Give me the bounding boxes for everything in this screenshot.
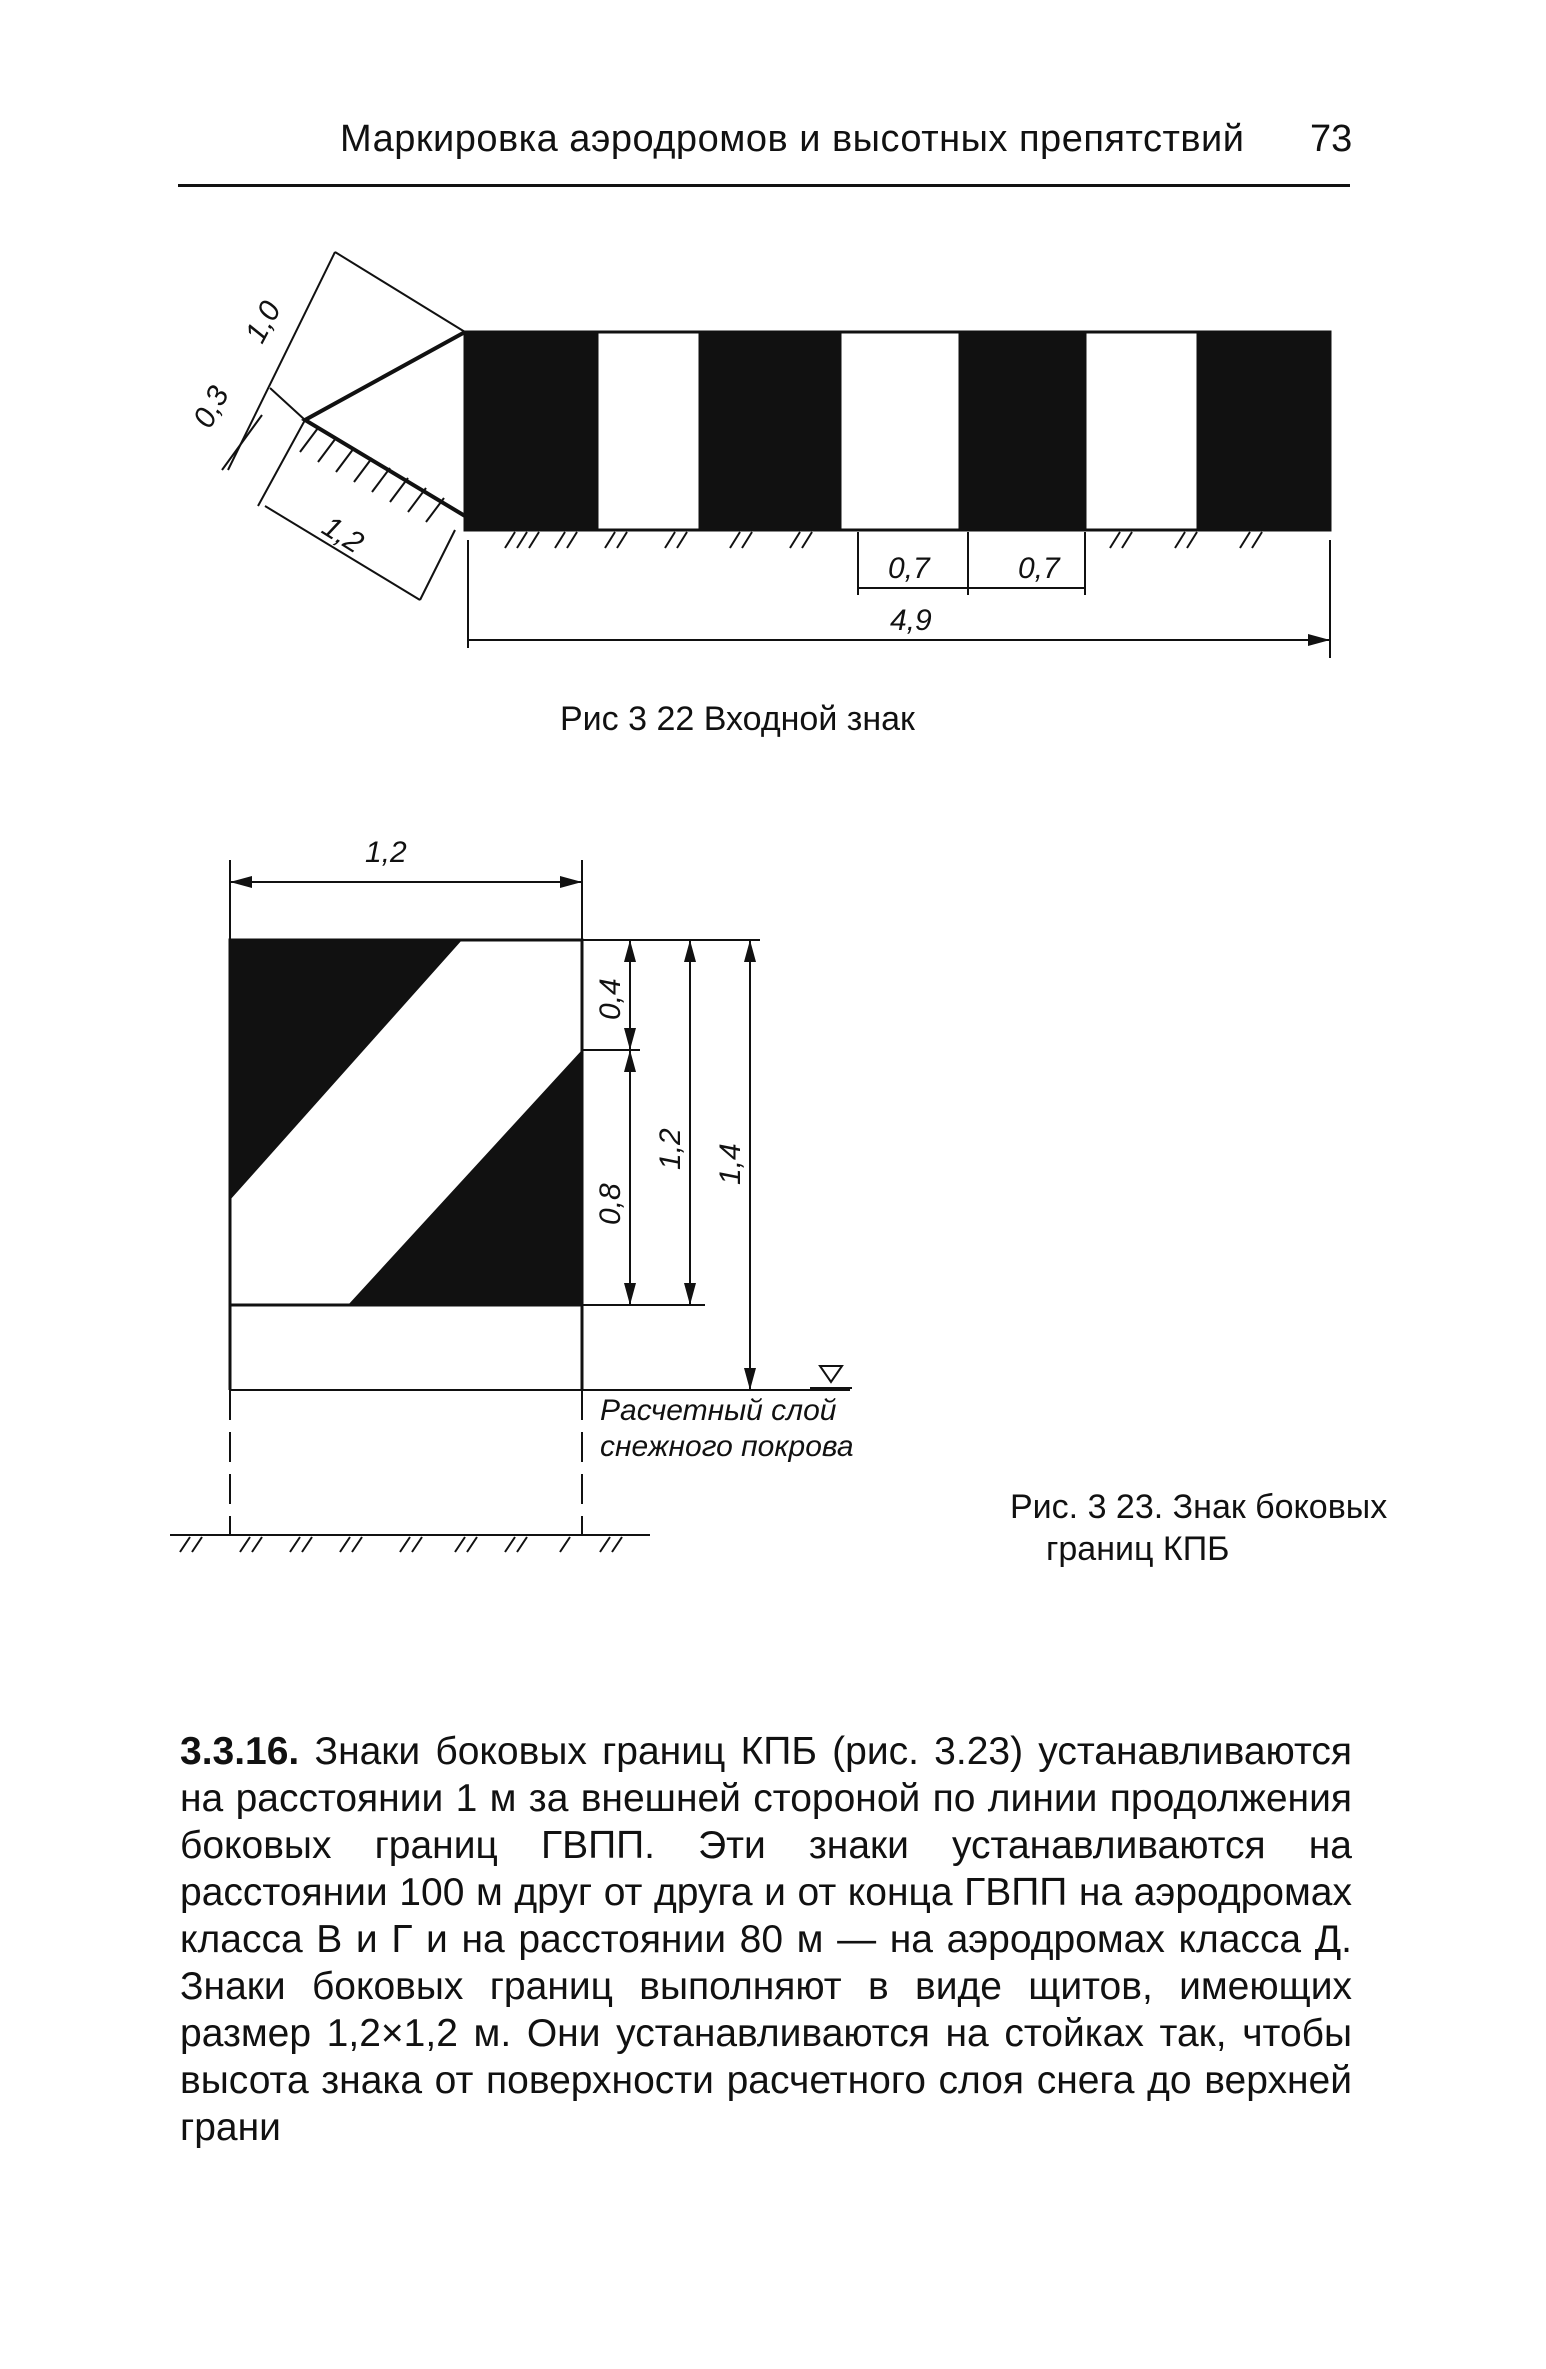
dim-label-1-2: 1,2	[316, 509, 370, 561]
snow-layer-note-line1: Расчетный слой	[600, 1394, 837, 1427]
figure-3-23-caption-line1: Рис. 3 23. Знак боковых	[1010, 1488, 1388, 1526]
ground-hatch	[505, 532, 1262, 548]
dim-label-1-0: 1,0	[239, 295, 288, 349]
figure-3-22-caption: Рис 3 22 Входной знак	[560, 700, 915, 738]
dim-label-0-4: 0,4	[594, 978, 627, 1020]
black-stripe	[960, 332, 1085, 530]
dim-label-4-9: 4,9	[890, 604, 932, 637]
extension-line	[335, 252, 465, 332]
black-stripe	[700, 332, 840, 530]
paragraph-number: 3.3.16.	[180, 1730, 300, 1773]
dim-label-0-8: 0,8	[594, 1183, 627, 1225]
paragraph-text: Знаки боковых границ КПБ (рис. 3.23) устанавливаются на расстоянии 1 м за внешней стороной по линии продолжения боковых границ ГВПП. Эти знаки устанавливаются на расстоянии 100 м друг от друга и от конца ГВПП на аэродромах класса В и Г и на расстоянии 80 м — на аэродромах класса Д. Знаки боковых границ выполняют в виде щитов, имеющих размер 1,2×1,2 м. Они устанавливаются на стойках так, чтобы высота знака от поверхности расчетного слоя снега до верхней грани	[180, 1730, 1352, 2149]
dim-label-1-2: 1,2	[654, 1128, 687, 1170]
dim-label-0-3: 0,3	[187, 380, 236, 434]
arrowhead	[230, 876, 252, 888]
dim-line-0-3	[222, 415, 262, 470]
running-header-title: Маркировка аэродромов и высотных препятствий	[340, 118, 1245, 160]
arrowhead	[560, 876, 582, 888]
extension-line	[420, 530, 455, 600]
extension-line	[258, 420, 305, 506]
figure-3-22-entrance-sign	[222, 252, 1330, 658]
figure-3-23-caption-line2: границ КПБ	[1046, 1530, 1230, 1568]
black-stripe	[1198, 332, 1330, 530]
level-marker-icon	[820, 1366, 842, 1382]
dim-label-width: 1,2	[365, 836, 407, 869]
snow-layer-note-line2: снежного покрова	[600, 1430, 854, 1463]
page-number: 73	[1310, 118, 1353, 160]
extension-line	[270, 388, 305, 420]
arrow-hatch	[300, 428, 444, 522]
arrowhead	[1308, 634, 1330, 646]
ground-hatch	[180, 1537, 622, 1552]
arrow-head-outline	[305, 332, 465, 516]
paragraph-3-3-16	[180, 1728, 1352, 2151]
dim-label-0-7-a: 0,7	[888, 552, 930, 585]
black-stripe	[465, 332, 597, 530]
dim-label-1-4: 1,4	[714, 1143, 747, 1185]
dim-label-0-7-b: 0,7	[1018, 552, 1060, 585]
dim-line-1-0	[228, 252, 335, 470]
